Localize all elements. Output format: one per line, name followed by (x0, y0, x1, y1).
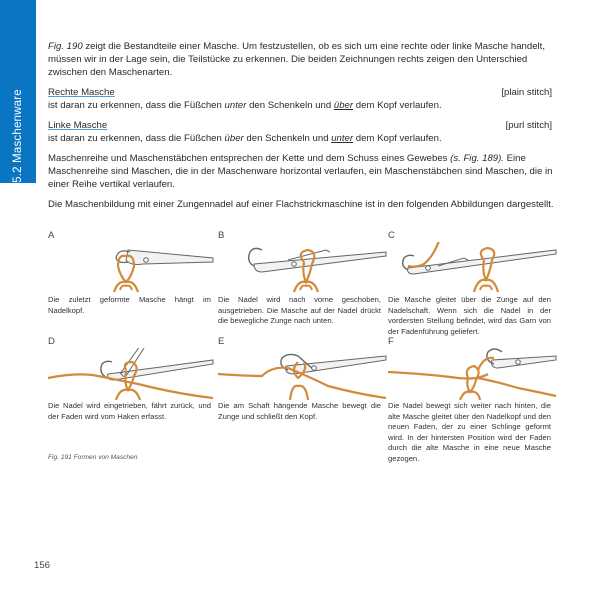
emphasis: unter (331, 133, 354, 144)
emphasis: über (224, 133, 244, 144)
term-name: Rechte Masche (48, 87, 115, 98)
chapter-label: 5.2 Maschenware (12, 89, 24, 183)
fig-reference: Fig. 190 (48, 41, 83, 52)
paragraph-3: Die Maschenbildung mit einer Zungennadel auf einer Flachstrickmaschine ist in den folgenden Abbildungen dargestellt. (48, 199, 554, 210)
text: den Schenkeln und (243, 133, 332, 144)
text: dem Kopf verlaufen. (353, 100, 442, 111)
step-letter: B (218, 230, 225, 241)
step-b (218, 230, 388, 326)
text: den Schenkeln und (246, 100, 334, 111)
step-letter: A (48, 230, 55, 241)
needle-illustration (388, 242, 558, 294)
step-caption: Die Nadel wird eingetrieben, fährt zurück, und der Faden wird vom Haken erfasst. (48, 401, 211, 421)
intro-paragraph (48, 40, 558, 79)
term-name: Linke Masche (48, 120, 108, 131)
step-letter: C (388, 230, 395, 241)
needle-illustration (218, 242, 388, 294)
step-a (48, 230, 218, 315)
chapter-tab (0, 0, 36, 183)
step-caption: Die Nadel wird nach vorne geschoben, ausgetrieben. Die Masche auf der Nadel drückt die bewegliche Zunge nach unten. (218, 295, 381, 326)
emphasis: über (333, 100, 354, 111)
paragraph-2 (48, 152, 558, 191)
text: Eine Maschenreihe sind Maschen, die in der Maschenware horizontal verlaufen, ein Maschenstäbchen sind Maschen, die in einer Reihe vertikal verlaufen. (48, 153, 553, 190)
fig-reference: (s. Fig. 189). (450, 153, 504, 164)
step-f (388, 336, 558, 463)
needle-illustration (48, 242, 218, 294)
term-description (48, 132, 558, 145)
step-letter: D (48, 336, 55, 347)
page-number: 156 (34, 560, 51, 571)
step-letter: F (388, 336, 394, 347)
body-text (48, 40, 558, 218)
text: Maschenreihe und Maschenstäbchen entsprechen der Kette und dem Schuss eines Gewebes (48, 153, 451, 164)
needle-illustration (218, 348, 388, 400)
figure-caption: Fig. 191 Formen von Maschen (48, 454, 138, 461)
step-caption: Die Nadel bewegt sich weiter nach hinten, die alte Masche gleitet über den Nadelkopf und den neuen Faden, der zu einer Schlinge geformt wird. In der hintersten Position wird der Faden durch die alte Masche in eine neue Masche gezogen. (388, 401, 551, 463)
step-c (388, 230, 558, 336)
term-translation: [plain stitch] (501, 87, 552, 98)
term-translation: [purl stitch] (505, 120, 552, 131)
text: dem Kopf verlaufen. (353, 133, 442, 144)
step-caption: Die am Schaft hängende Masche bewegt die Zunge und schließt den Kopf. (218, 401, 381, 421)
term-linke-masche (48, 119, 558, 145)
needle-illustration (388, 348, 558, 400)
step-caption: Die Masche gleitet über die Zunge auf den Nadelschaft. Wenn sich die Nadel in der vordersten Stellung befindet, wird das Garn von der Fadenführung geliefert. (388, 295, 551, 336)
step-d (48, 336, 218, 421)
step-caption: Die zuletzt geformte Masche hängt im Nadelkopf. (48, 295, 211, 315)
term-description (48, 99, 558, 112)
intro-text: zeigt die Bestandteile einer Masche. Um festzustellen, ob es sich um eine rechte oder linke Masche handelt, müssen wir in der Lage sein, die Teilstücke zu erkennen. Die beiden Zeichnungen rechts zeigen den Unterschied zwischen den Maschenarten. (48, 41, 546, 78)
step-e (218, 336, 388, 421)
needle-illustration (48, 348, 218, 400)
text: ist daran zu erkennen, dass die Füßchen (48, 133, 225, 144)
text: ist daran zu erkennen, dass die Füßchen (48, 100, 225, 111)
emphasis: unter (224, 100, 247, 111)
step-letter: E (218, 336, 225, 347)
term-rechte-masche (48, 86, 558, 112)
